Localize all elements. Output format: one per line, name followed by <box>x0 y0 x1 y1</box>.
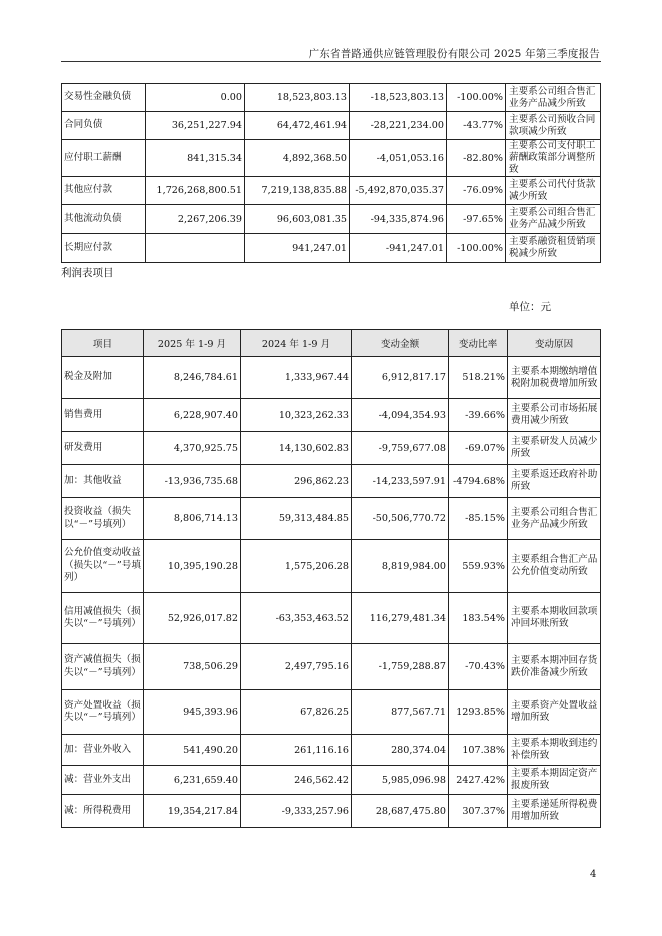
row-change: -28,221,234.00 <box>350 112 447 140</box>
col-header-change: 变动金额 <box>352 330 449 357</box>
row-item: 减：所得税费用 <box>62 795 144 828</box>
row-ratio: -69.07% <box>449 432 508 465</box>
row-change: -5,492,870,035.37 <box>350 177 447 205</box>
row-item: 公允价值变动收益（损失以“－”号填列） <box>62 540 144 593</box>
row-prior: 1,333,967.44 <box>241 357 352 399</box>
row-current: -13,936,735.68 <box>144 465 241 498</box>
row-change: -50,506,770.72 <box>352 498 449 540</box>
row-item: 信用减值损失（损失以“－”号填列） <box>62 593 144 644</box>
table-row <box>62 432 601 465</box>
row-ratio: -70.43% <box>449 644 508 690</box>
row-prior: 7,219,138,835.88 <box>245 177 350 205</box>
table-row <box>62 540 601 593</box>
row-prior: 4,892,368.50 <box>245 140 350 177</box>
col-header-current: 2025 年 1-9 月 <box>144 330 241 357</box>
row-ratio: -39.66% <box>449 399 508 432</box>
row-prior: 67,826.25 <box>241 690 352 735</box>
row-reason: 主要系公司组合售汇业务产品减少所致 <box>506 84 601 112</box>
row-ratio: -43.77% <box>447 112 506 140</box>
table-row <box>62 644 601 690</box>
table-row <box>62 177 601 205</box>
row-change: 28,687,475.80 <box>352 795 449 828</box>
row-reason: 主要系本期冲回存货跌价准备减少所致 <box>508 644 601 690</box>
row-reason: 主要系递延所得税费用增加所致 <box>508 795 601 828</box>
row-change: -4,051,053.16 <box>350 140 447 177</box>
row-current: 10,395,190.28 <box>144 540 241 593</box>
row-prior: 14,130,602.83 <box>241 432 352 465</box>
row-ratio: 307.37% <box>449 795 508 828</box>
unit-label: 单位：元 <box>509 301 551 313</box>
table-row <box>62 399 601 432</box>
header-divider <box>61 61 601 62</box>
row-change: -1,759,288.87 <box>352 644 449 690</box>
row-reason: 主要系本期缴纳增值税附加税费增加所致 <box>508 357 601 399</box>
row-current: 541,490.20 <box>144 735 241 766</box>
row-reason: 主要系本期收回款项冲回坏账所致 <box>508 593 601 644</box>
row-item: 资产处置收益（损失以“－”号填列） <box>62 690 144 735</box>
row-change: 116,279,481.34 <box>352 593 449 644</box>
row-ratio: -85.15% <box>449 498 508 540</box>
table-header-row <box>62 330 601 357</box>
row-ratio: -82.80% <box>447 140 506 177</box>
row-prior: 261,116.16 <box>241 735 352 766</box>
col-header-item: 项目 <box>62 330 144 357</box>
row-change: -4,094,354.93 <box>352 399 449 432</box>
row-prior: 246,562.42 <box>241 766 352 795</box>
row-reason: 主要系本期收到违约补偿所致 <box>508 735 601 766</box>
row-reason: 主要系组合售汇产品公允价值变动所致 <box>508 540 601 593</box>
row-item: 加：营业外收入 <box>62 735 144 766</box>
row-item: 资产减值损失（损失以“－”号填列） <box>62 644 144 690</box>
table-row <box>62 795 601 828</box>
row-ratio: -76.09% <box>447 177 506 205</box>
row-prior: 96,603,081.35 <box>245 205 350 234</box>
table-row <box>62 84 601 112</box>
row-item: 合同负债 <box>62 112 146 140</box>
row-ratio: -100.00% <box>447 84 506 112</box>
row-current: 4,370,925.75 <box>144 432 241 465</box>
row-item: 销售费用 <box>62 399 144 432</box>
table-row <box>62 735 601 766</box>
row-change: -941,247.01 <box>350 234 447 263</box>
col-header-reason: 变动原因 <box>508 330 601 357</box>
row-item: 税金及附加 <box>62 357 144 399</box>
row-current: 36,251,227.94 <box>146 112 245 140</box>
row-item: 加：其他收益 <box>62 465 144 498</box>
table-row <box>62 498 601 540</box>
col-header-ratio: 变动比率 <box>449 330 508 357</box>
row-reason: 主要系资产处置收益增加所致 <box>508 690 601 735</box>
row-change: 6,912,817.17 <box>352 357 449 399</box>
page-number: 4 <box>590 869 597 880</box>
row-prior: 64,472,461.94 <box>245 112 350 140</box>
row-prior: -63,353,463.52 <box>241 593 352 644</box>
row-change: -94,335,874.96 <box>350 205 447 234</box>
table-row <box>62 140 601 177</box>
row-item: 减：营业外支出 <box>62 766 144 795</box>
table-row <box>62 112 601 140</box>
report-header: 广东省普路通供应链管理股份有限公司 2025 年第三季度报告 <box>308 48 600 60</box>
row-current: 841,315.34 <box>146 140 245 177</box>
row-current: 6,231,659.40 <box>144 766 241 795</box>
row-change: -9,759,677.08 <box>352 432 449 465</box>
row-current <box>146 234 245 263</box>
row-current: 52,926,017.82 <box>144 593 241 644</box>
row-ratio: 1293.85% <box>449 690 508 735</box>
balance-sheet-changes-table <box>61 83 601 263</box>
row-item: 其他流动负债 <box>62 205 146 234</box>
row-current: 6,228,907.40 <box>144 399 241 432</box>
row-current: 0.00 <box>146 84 245 112</box>
row-current: 945,393.96 <box>144 690 241 735</box>
row-prior: 2,497,795.16 <box>241 644 352 690</box>
table-row <box>62 690 601 735</box>
row-ratio: -100.00% <box>447 234 506 263</box>
table-row <box>62 357 601 399</box>
row-reason: 主要系公司代付货款减少所致 <box>506 177 601 205</box>
table-row <box>62 205 601 234</box>
row-prior: 18,523,803.13 <box>245 84 350 112</box>
row-current: 8,246,784.61 <box>144 357 241 399</box>
row-ratio: -97.65% <box>447 205 506 234</box>
row-item: 长期应付款 <box>62 234 146 263</box>
table-row <box>62 766 601 795</box>
row-ratio: 183.54% <box>449 593 508 644</box>
row-prior: 296,862.23 <box>241 465 352 498</box>
row-current: 2,267,206.39 <box>146 205 245 234</box>
row-change: 8,819,984.00 <box>352 540 449 593</box>
row-item: 研发费用 <box>62 432 144 465</box>
row-prior: 941,247.01 <box>245 234 350 263</box>
row-reason: 主要系公司市场拓展费用减少所致 <box>508 399 601 432</box>
row-ratio: 559.93% <box>449 540 508 593</box>
row-change: 877,567.71 <box>352 690 449 735</box>
row-prior: 59,313,484.85 <box>241 498 352 540</box>
table-row <box>62 593 601 644</box>
row-prior: -9,333,257.96 <box>241 795 352 828</box>
row-ratio: -4794.68% <box>449 465 508 498</box>
row-item: 应付职工薪酬 <box>62 140 146 177</box>
row-reason: 主要系公司组合售汇业务产品减少所致 <box>506 205 601 234</box>
row-current: 1,726,268,800.51 <box>146 177 245 205</box>
col-header-prior: 2024 年 1-9 月 <box>241 330 352 357</box>
row-reason: 主要系本期固定资产报废所致 <box>508 766 601 795</box>
row-prior: 10,323,262.33 <box>241 399 352 432</box>
row-ratio: 2427.42% <box>449 766 508 795</box>
row-change: -14,233,597.91 <box>352 465 449 498</box>
row-reason: 主要系返还政府补助所致 <box>508 465 601 498</box>
income-statement-caption: 利润表项目 <box>61 267 114 279</box>
row-ratio: 107.38% <box>449 735 508 766</box>
row-current: 738,506.29 <box>144 644 241 690</box>
row-change: 5,985,096.98 <box>352 766 449 795</box>
row-reason: 主要系融资租赁销项税减少所致 <box>506 234 601 263</box>
table-row <box>62 234 601 263</box>
row-item: 交易性金融负债 <box>62 84 146 112</box>
row-reason: 主要系公司预收合同款项减少所致 <box>506 112 601 140</box>
row-reason: 主要系研发人员减少所致 <box>508 432 601 465</box>
income-statement-changes-table <box>61 329 601 828</box>
table-row <box>62 465 601 498</box>
row-item: 其他应付款 <box>62 177 146 205</box>
row-prior: 1,575,206.28 <box>241 540 352 593</box>
row-current: 8,806,714.13 <box>144 498 241 540</box>
row-current: 19,354,217.84 <box>144 795 241 828</box>
row-ratio: 518.21% <box>449 357 508 399</box>
row-reason: 主要系公司组合售汇业务产品减少所致 <box>508 498 601 540</box>
row-change: 280,374.04 <box>352 735 449 766</box>
row-change: -18,523,803.13 <box>350 84 447 112</box>
row-item: 投资收益（损失以“－”号填列） <box>62 498 144 540</box>
row-reason: 主要系公司支付职工薪酬政策部分调整所致 <box>506 140 601 177</box>
